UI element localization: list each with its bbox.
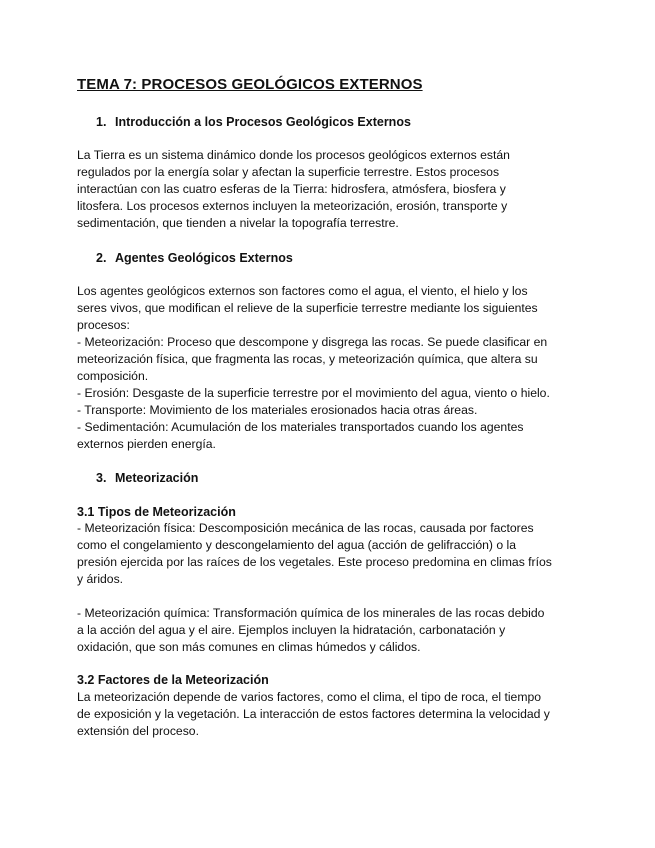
text-line: - Transporte: Movimiento de los materiales erosionados hacia otras áreas. <box>77 403 478 417</box>
paragraph-agents <box>77 283 587 453</box>
text-line: procesos: <box>77 318 130 332</box>
section-heading-3 <box>96 471 198 485</box>
subsection-heading-3-2: 3.2 Factores de la Meteorización <box>77 673 269 687</box>
text-line: sedimentación, que tienden a nivelar la topografía terrestre. <box>77 216 399 230</box>
text-line: extensión del proceso. <box>77 724 199 738</box>
text-line: externos pierden energía. <box>77 437 216 451</box>
paragraph-chemical-weathering <box>77 605 587 656</box>
text-line: - Meteorización física: Descomposición mecánica de las rocas, causada por factores <box>77 521 534 535</box>
text-line: litosfera. Los procesos externos incluyen la meteorización, erosión, transporte y <box>77 199 508 213</box>
text-line: - Meteorización: Proceso que descompone y disgrega las rocas. Se puede clasificar en <box>77 335 548 349</box>
text-line: oxidación, que son más comunes en climas húmedos y cálidos. <box>77 640 421 654</box>
paragraph-intro <box>77 147 587 232</box>
text-line: presión ejercida por las raíces de los vegetales. Este proceso predomina en climas fríos <box>77 555 552 569</box>
document-title: TEMA 7: PROCESOS GEOLÓGICOS EXTERNOS <box>77 76 423 93</box>
section-heading-text: Introducción a los Procesos Geológicos Externos <box>115 115 411 129</box>
text-line: - Sedimentación: Acumulación de los materiales transportados cuando los agentes <box>77 420 524 434</box>
text-line: La meteorización depende de varios factores, como el clima, el tipo de roca, el tiempo <box>77 690 542 704</box>
text-line: Los agentes geológicos externos son factores como el agua, el viento, el hielo y los <box>77 284 528 298</box>
text-line: seres vivos, que modifican el relieve de la superficie terrestre mediante los siguientes <box>77 301 538 315</box>
section-number: 2. <box>96 251 107 265</box>
text-line: y áridos. <box>77 572 124 586</box>
section-heading-2 <box>96 251 293 265</box>
text-line: a la acción del agua y el aire. Ejemplos incluyen la hidratación, carbonatación y <box>77 623 506 637</box>
text-line: como el congelamiento y descongelamiento del agua (acción de gelifracción) o la <box>77 538 517 552</box>
section-number: 3. <box>96 471 107 485</box>
text-line: interactúan con las cuatro esferas de la Tierra: hidrosfera, atmósfera, biosfera y <box>77 182 506 196</box>
subsection-heading-3-1: 3.1 Tipos de Meteorización <box>77 505 236 519</box>
paragraph-physical-weathering <box>77 520 587 588</box>
text-line: regulados por la energía solar y afectan la superficie terrestre. Estos procesos <box>77 165 500 179</box>
section-heading-1 <box>96 115 411 129</box>
text-line: La Tierra es un sistema dinámico donde los procesos geológicos externos están <box>77 148 510 162</box>
text-line: - Meteorización química: Transformación química de los minerales de las rocas debido <box>77 606 545 620</box>
section-number: 1. <box>96 115 107 129</box>
section-heading-text: Meteorización <box>115 471 199 485</box>
text-line: composición. <box>77 369 149 383</box>
text-line: meteorización física, que fragmenta las rocas, y meteorización química, que altera su <box>77 352 538 366</box>
section-heading-text: Agentes Geológicos Externos <box>115 251 293 265</box>
text-line: de exposición y la vegetación. La interacción de estos factores determina la velocidad y <box>77 707 550 721</box>
text-line: - Erosión: Desgaste de la superficie terrestre por el movimiento del agua, viento o hielo. <box>77 386 550 400</box>
paragraph-weathering-factors <box>77 689 587 740</box>
